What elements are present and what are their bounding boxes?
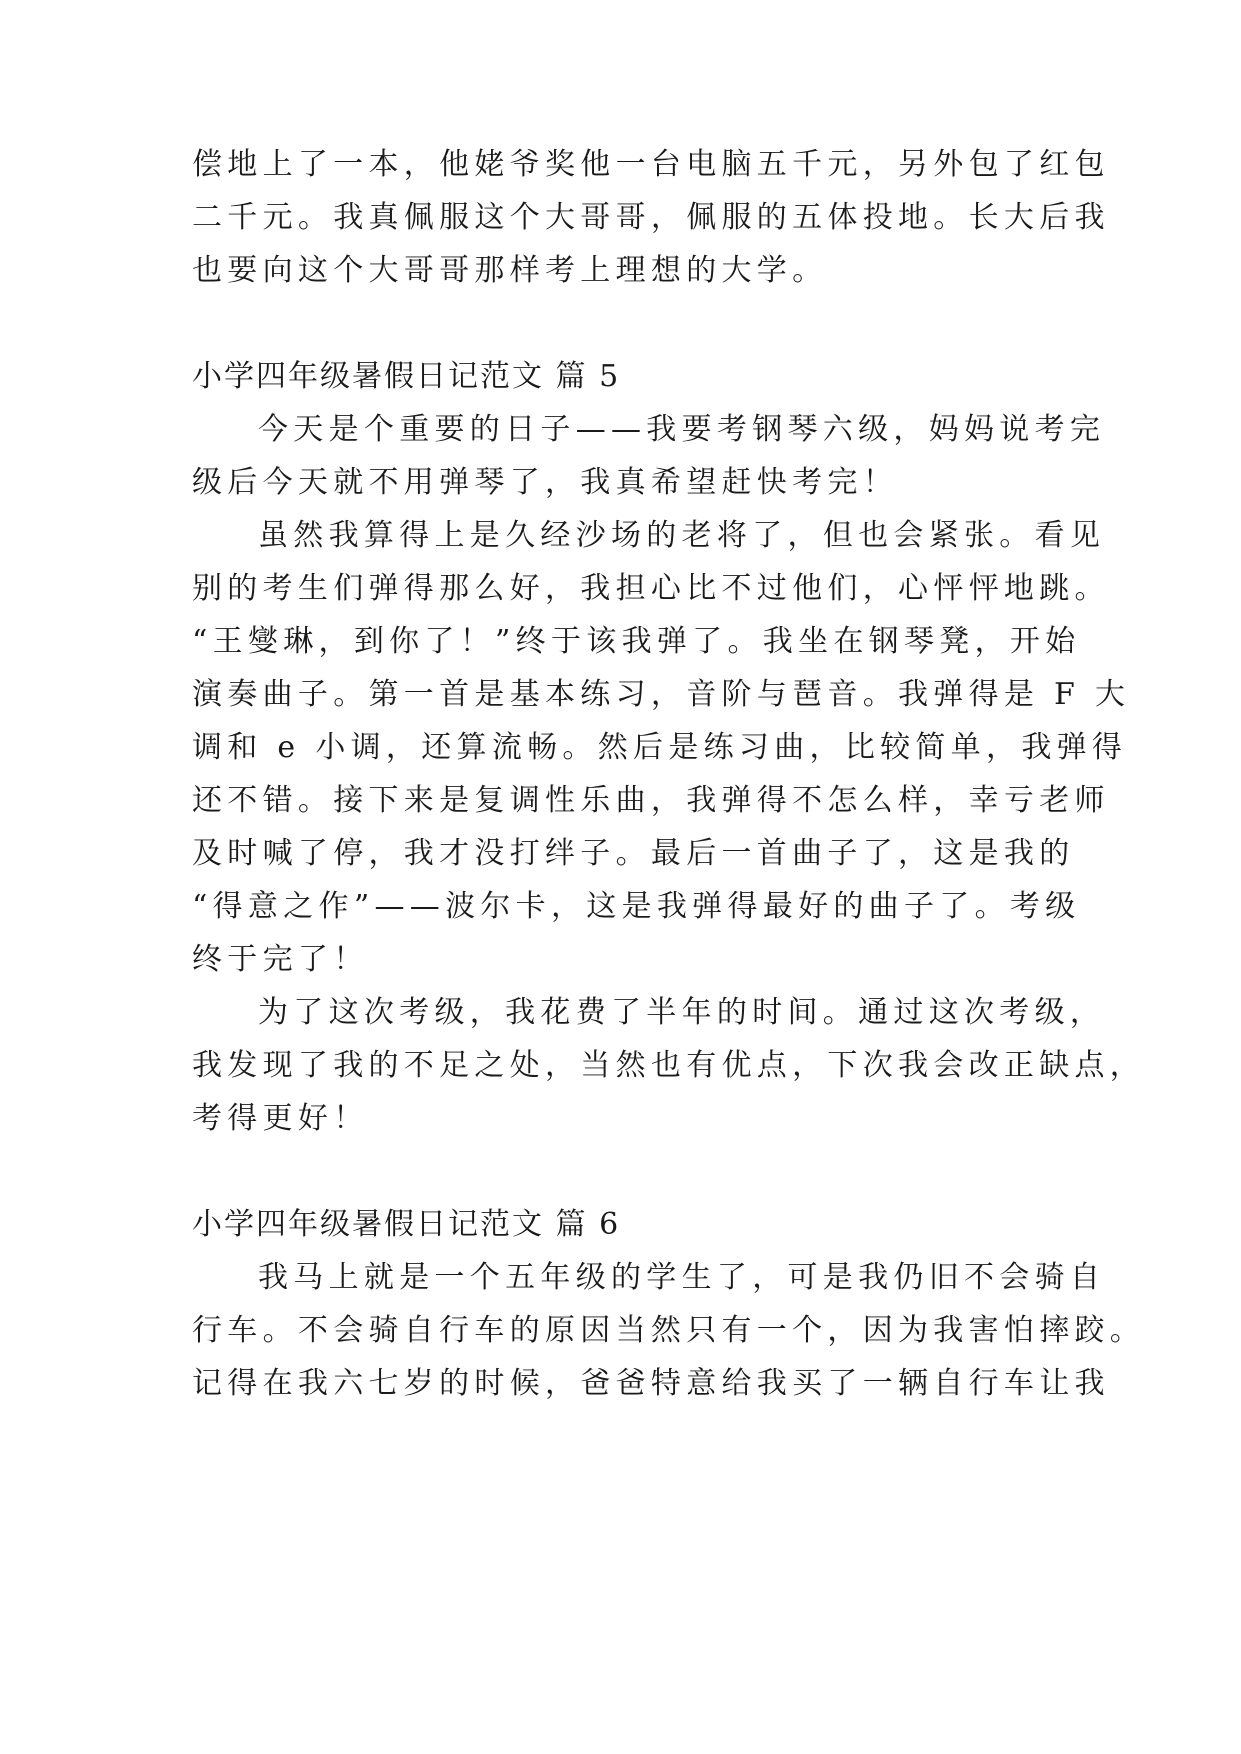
section-heading: 小学四年级暑假日记范文 篇 5: [192, 359, 621, 394]
paragraph-line: 及时喊了停，我才没打绊子。最后一首曲子了，这是我的: [192, 836, 1075, 871]
paragraph-line: 为了这次考级，我花费了半年的时间。通过这次考级，: [258, 995, 1106, 1030]
paragraph-line: 别的考生们弹得那么好，我担心比不过他们，心怦怦地跳。: [192, 571, 1110, 606]
section-heading: 小学四年级暑假日记范文 篇 6: [192, 1207, 621, 1242]
paragraph-line: 演奏曲子。第一首是基本练习，音阶与琶音。我弹得是 F 大: [192, 677, 1131, 712]
paragraph-line: 级后今天就不用弹琴了，我真希望赶快考完！: [192, 465, 898, 500]
paragraph-line: “得意之作”——波尔卡，这是我弹得最好的曲子了。考级: [192, 889, 1081, 924]
paragraph-line: 调和 e 小调，还算流畅。然后是练习曲，比较简单，我弹得: [192, 730, 1128, 765]
paragraph-line: 也要向这个大哥哥那样考上理想的大学。: [192, 253, 828, 288]
paragraph-line: 虽然我算得上是久经沙场的老将了，但也会紧张。看见: [258, 518, 1106, 553]
paragraph-line: 还不错。接下来是复调性乐曲，我弹得不怎么样，幸亏老师: [192, 783, 1110, 818]
paragraph-line: 考得更好！: [192, 1101, 369, 1136]
paragraph-line: 行车。不会骑自行车的原因当然只有一个，因为我害怕摔跤。: [192, 1313, 1146, 1348]
paragraph-line: 终于完了！: [192, 942, 369, 977]
paragraph-line: “王燮琳，到你了！”终于该我弹了。我坐在钢琴凳，开始: [192, 624, 1081, 659]
paragraph-line: 二千元。我真佩服这个大哥哥，佩服的五体投地。长大后我: [192, 200, 1110, 235]
paragraph-line: 记得在我六七岁的时候，爸爸特意给我买了一辆自行车让我: [192, 1366, 1110, 1401]
paragraph-line: 我发现了我的不足之处，当然也有优点，下次我会改正缺点，: [192, 1048, 1146, 1083]
paragraph-line: 今天是个重要的日子——我要考钢琴六级，妈妈说考完: [258, 412, 1106, 447]
paragraph-line: 我马上就是一个五年级的学生了，可是我仍旧不会骑自: [258, 1260, 1106, 1295]
paragraph-line: 偿地上了一本，他姥爷奖他一台电脑五千元，另外包了红包: [192, 147, 1110, 182]
